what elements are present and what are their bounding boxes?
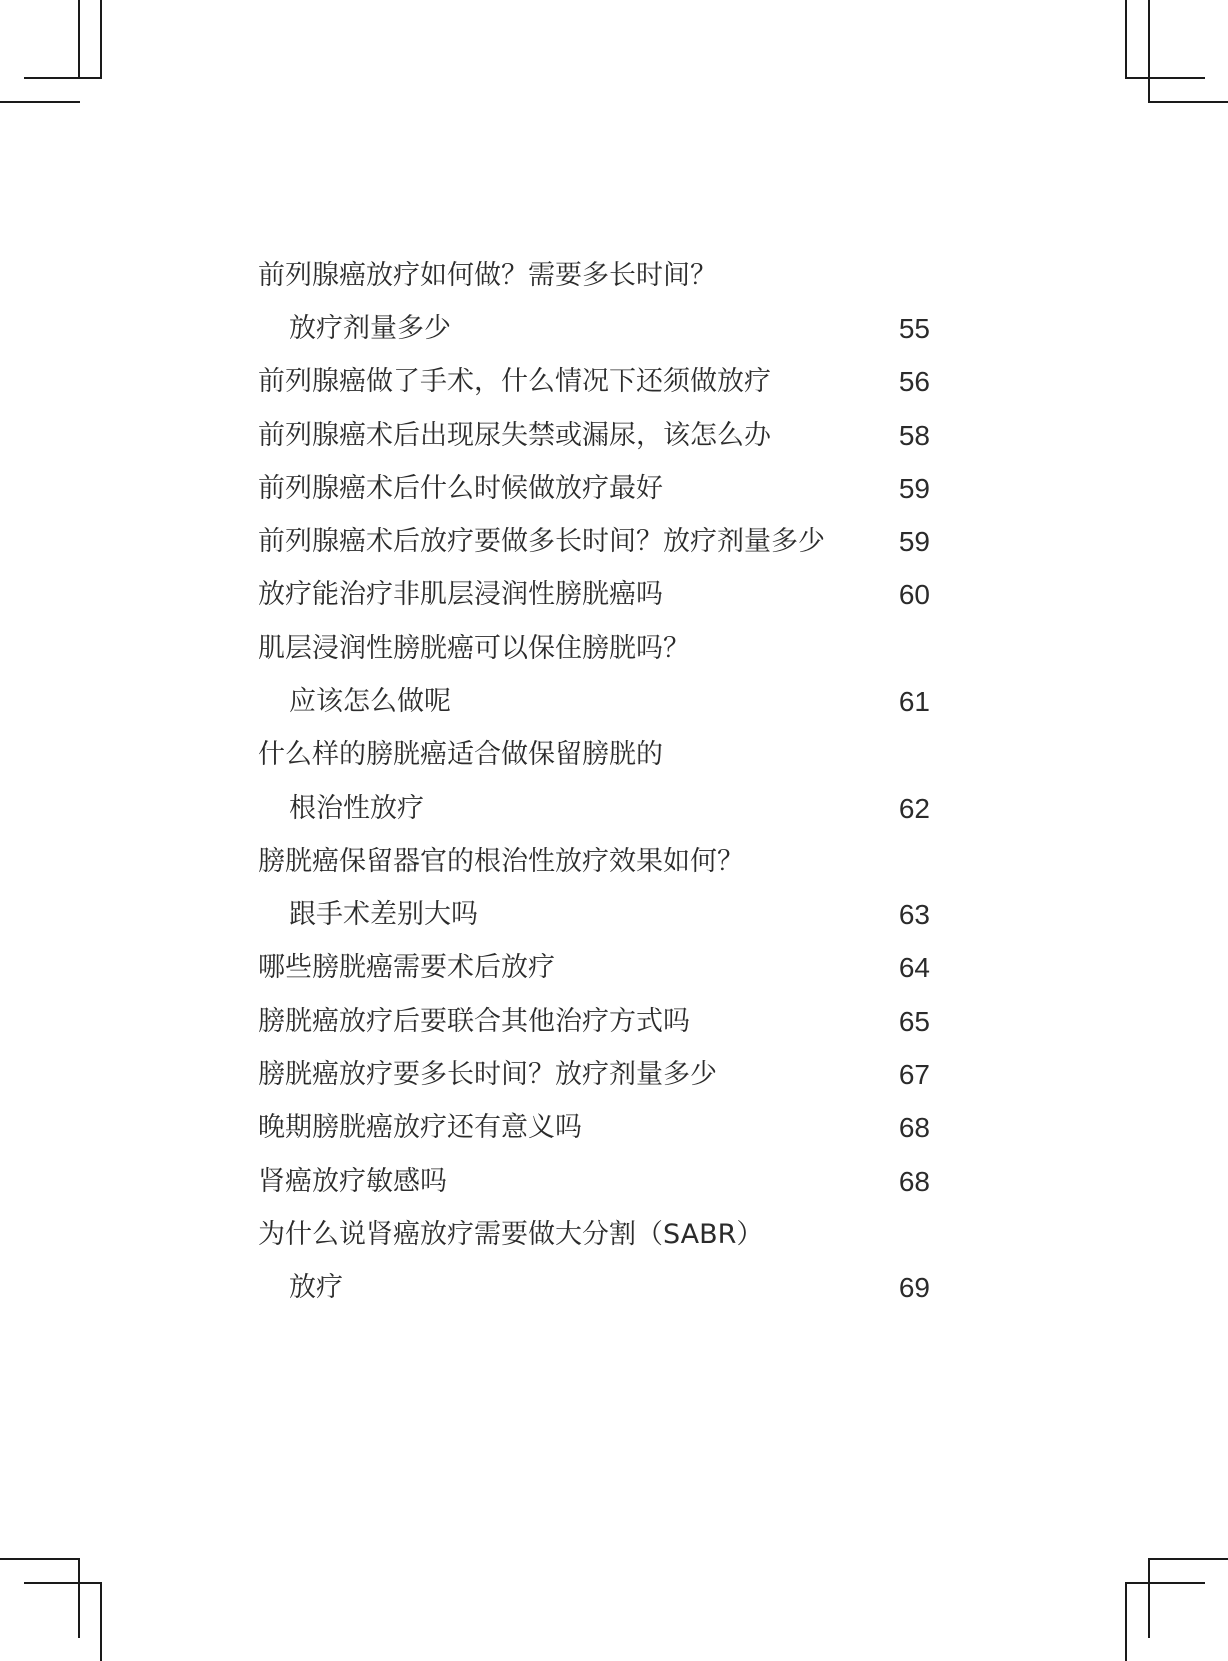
toc-entry-title: 放疗: [289, 1272, 343, 1303]
dot-leader: [351, 1268, 893, 1308]
toc-entry[interactable]: [258, 1268, 930, 1308]
toc-page-number: 63: [898, 899, 930, 930]
toc-page-number: 67: [898, 1059, 930, 1090]
dot-leader: [833, 522, 893, 562]
toc-entry-title: 跟手术差别大吗: [289, 899, 478, 930]
toc-entry-title: 应该怎么做呢: [289, 686, 451, 717]
crop-mark-bottom-right-h2: [1125, 1582, 1205, 1584]
toc-entry[interactable]: [258, 309, 930, 349]
toc-page-number: 59: [898, 473, 930, 504]
toc-entry[interactable]: [258, 948, 930, 988]
crop-mark-bottom-right-v: [1148, 1558, 1150, 1638]
toc-entry[interactable]: [258, 469, 930, 509]
toc-entry[interactable]: [258, 1162, 930, 1202]
toc-entry-title: 膀胱癌放疗要多长时间？放疗剂量多少: [258, 1059, 717, 1090]
crop-mark-top-left-h2: [0, 101, 80, 103]
dot-leader: [698, 1002, 893, 1042]
toc-page-number: 69: [898, 1272, 930, 1303]
toc-entry[interactable]: [258, 629, 930, 669]
crop-mark-top-left-v: [78, 0, 80, 78]
toc-entry-title: 放疗剂量多少: [289, 313, 451, 344]
crop-mark-top-right-h: [1125, 77, 1205, 79]
dot-leader: [432, 789, 893, 829]
toc-entry-title: 前列腺癌做了手术，什么情况下还须做放疗: [258, 366, 771, 397]
toc-entry-title: 根治性放疗: [289, 793, 424, 824]
toc-entry[interactable]: [258, 735, 930, 775]
dot-leader: [779, 416, 893, 456]
toc-entry[interactable]: [258, 1055, 930, 1095]
toc-entry-title: 前列腺癌术后放疗要做多长时间？放疗剂量多少: [258, 526, 825, 557]
crop-mark-top-right-v: [1125, 0, 1127, 78]
dot-leader: [459, 682, 893, 722]
toc-page-number: 58: [898, 420, 930, 451]
crop-mark-top-left-h: [24, 77, 102, 79]
toc-page-number: 61: [898, 686, 930, 717]
toc-entry[interactable]: [258, 895, 930, 935]
crop-mark-top-right-h2: [1148, 101, 1228, 103]
crop-mark-bottom-right-v2: [1125, 1582, 1127, 1661]
dot-leader: [459, 309, 893, 349]
toc-page-number: 68: [898, 1166, 930, 1197]
toc-entry-title: 放疗能治疗非肌层浸润性膀胱癌吗: [258, 579, 663, 610]
toc-entry-title: 肌层浸润性膀胱癌可以保住膀胱吗？: [258, 633, 690, 664]
crop-mark-top-left-v2: [100, 0, 102, 78]
dot-leader: [590, 1108, 893, 1148]
toc-entry-title: 膀胱癌保留器官的根治性放疗效果如何？: [258, 846, 744, 877]
crop-mark-bottom-left-v2: [100, 1582, 102, 1661]
toc-entry-title: 前列腺癌术后出现尿失禁或漏尿，该怎么办: [258, 420, 771, 451]
toc-entry-title: 前列腺癌放疗如何做？需要多长时间？: [258, 260, 717, 291]
toc-entry[interactable]: [258, 1108, 930, 1148]
crop-mark-bottom-left-h: [0, 1558, 80, 1560]
toc-entry[interactable]: [258, 682, 930, 722]
dot-leader: [725, 1055, 893, 1095]
toc-entry[interactable]: [258, 575, 930, 615]
toc-entry[interactable]: [258, 522, 930, 562]
toc-entry[interactable]: [258, 789, 930, 829]
crop-mark-bottom-left-v: [78, 1558, 80, 1638]
crop-mark-bottom-right-h: [1148, 1558, 1228, 1560]
toc-entry[interactable]: [258, 842, 930, 882]
toc-entry-title: 前列腺癌术后什么时候做放疗最好: [258, 473, 663, 504]
dot-leader: [455, 1162, 893, 1202]
dot-leader: [671, 469, 893, 509]
toc-entry[interactable]: [258, 1002, 930, 1042]
dot-leader: [563, 948, 893, 988]
toc-entry[interactable]: [258, 1215, 930, 1255]
toc-entry-title: 晚期膀胱癌放疗还有意义吗: [258, 1112, 582, 1143]
toc-entry[interactable]: [258, 416, 930, 456]
toc-entry-title: 肾癌放疗敏感吗: [258, 1166, 447, 1197]
toc-page-number: 56: [898, 366, 930, 397]
toc-page-number: 68: [898, 1112, 930, 1143]
toc-page-number: 62: [898, 793, 930, 824]
dot-leader: [671, 575, 893, 615]
crop-mark-top-right-v2: [1148, 0, 1150, 103]
toc-entry-title: 什么样的膀胱癌适合做保留膀胱的: [258, 739, 663, 770]
toc-page-number: 59: [898, 526, 930, 557]
toc-entry[interactable]: [258, 362, 930, 402]
dot-leader: [486, 895, 893, 935]
toc-page-number: 65: [898, 1006, 930, 1037]
toc-entry-title: 为什么说肾癌放疗需要做大分割（SABR）: [258, 1219, 764, 1250]
toc-entry-title: 膀胱癌放疗后要联合其他治疗方式吗: [258, 1006, 690, 1037]
toc-page-number: 64: [898, 952, 930, 983]
toc-entry[interactable]: [258, 256, 930, 296]
dot-leader: [779, 362, 893, 402]
toc-page-number: 55: [898, 313, 930, 344]
toc-entry-title: 哪些膀胱癌需要术后放疗: [258, 952, 555, 983]
crop-mark-bottom-left-h2: [24, 1582, 102, 1584]
toc-page-number: 60: [898, 579, 930, 610]
